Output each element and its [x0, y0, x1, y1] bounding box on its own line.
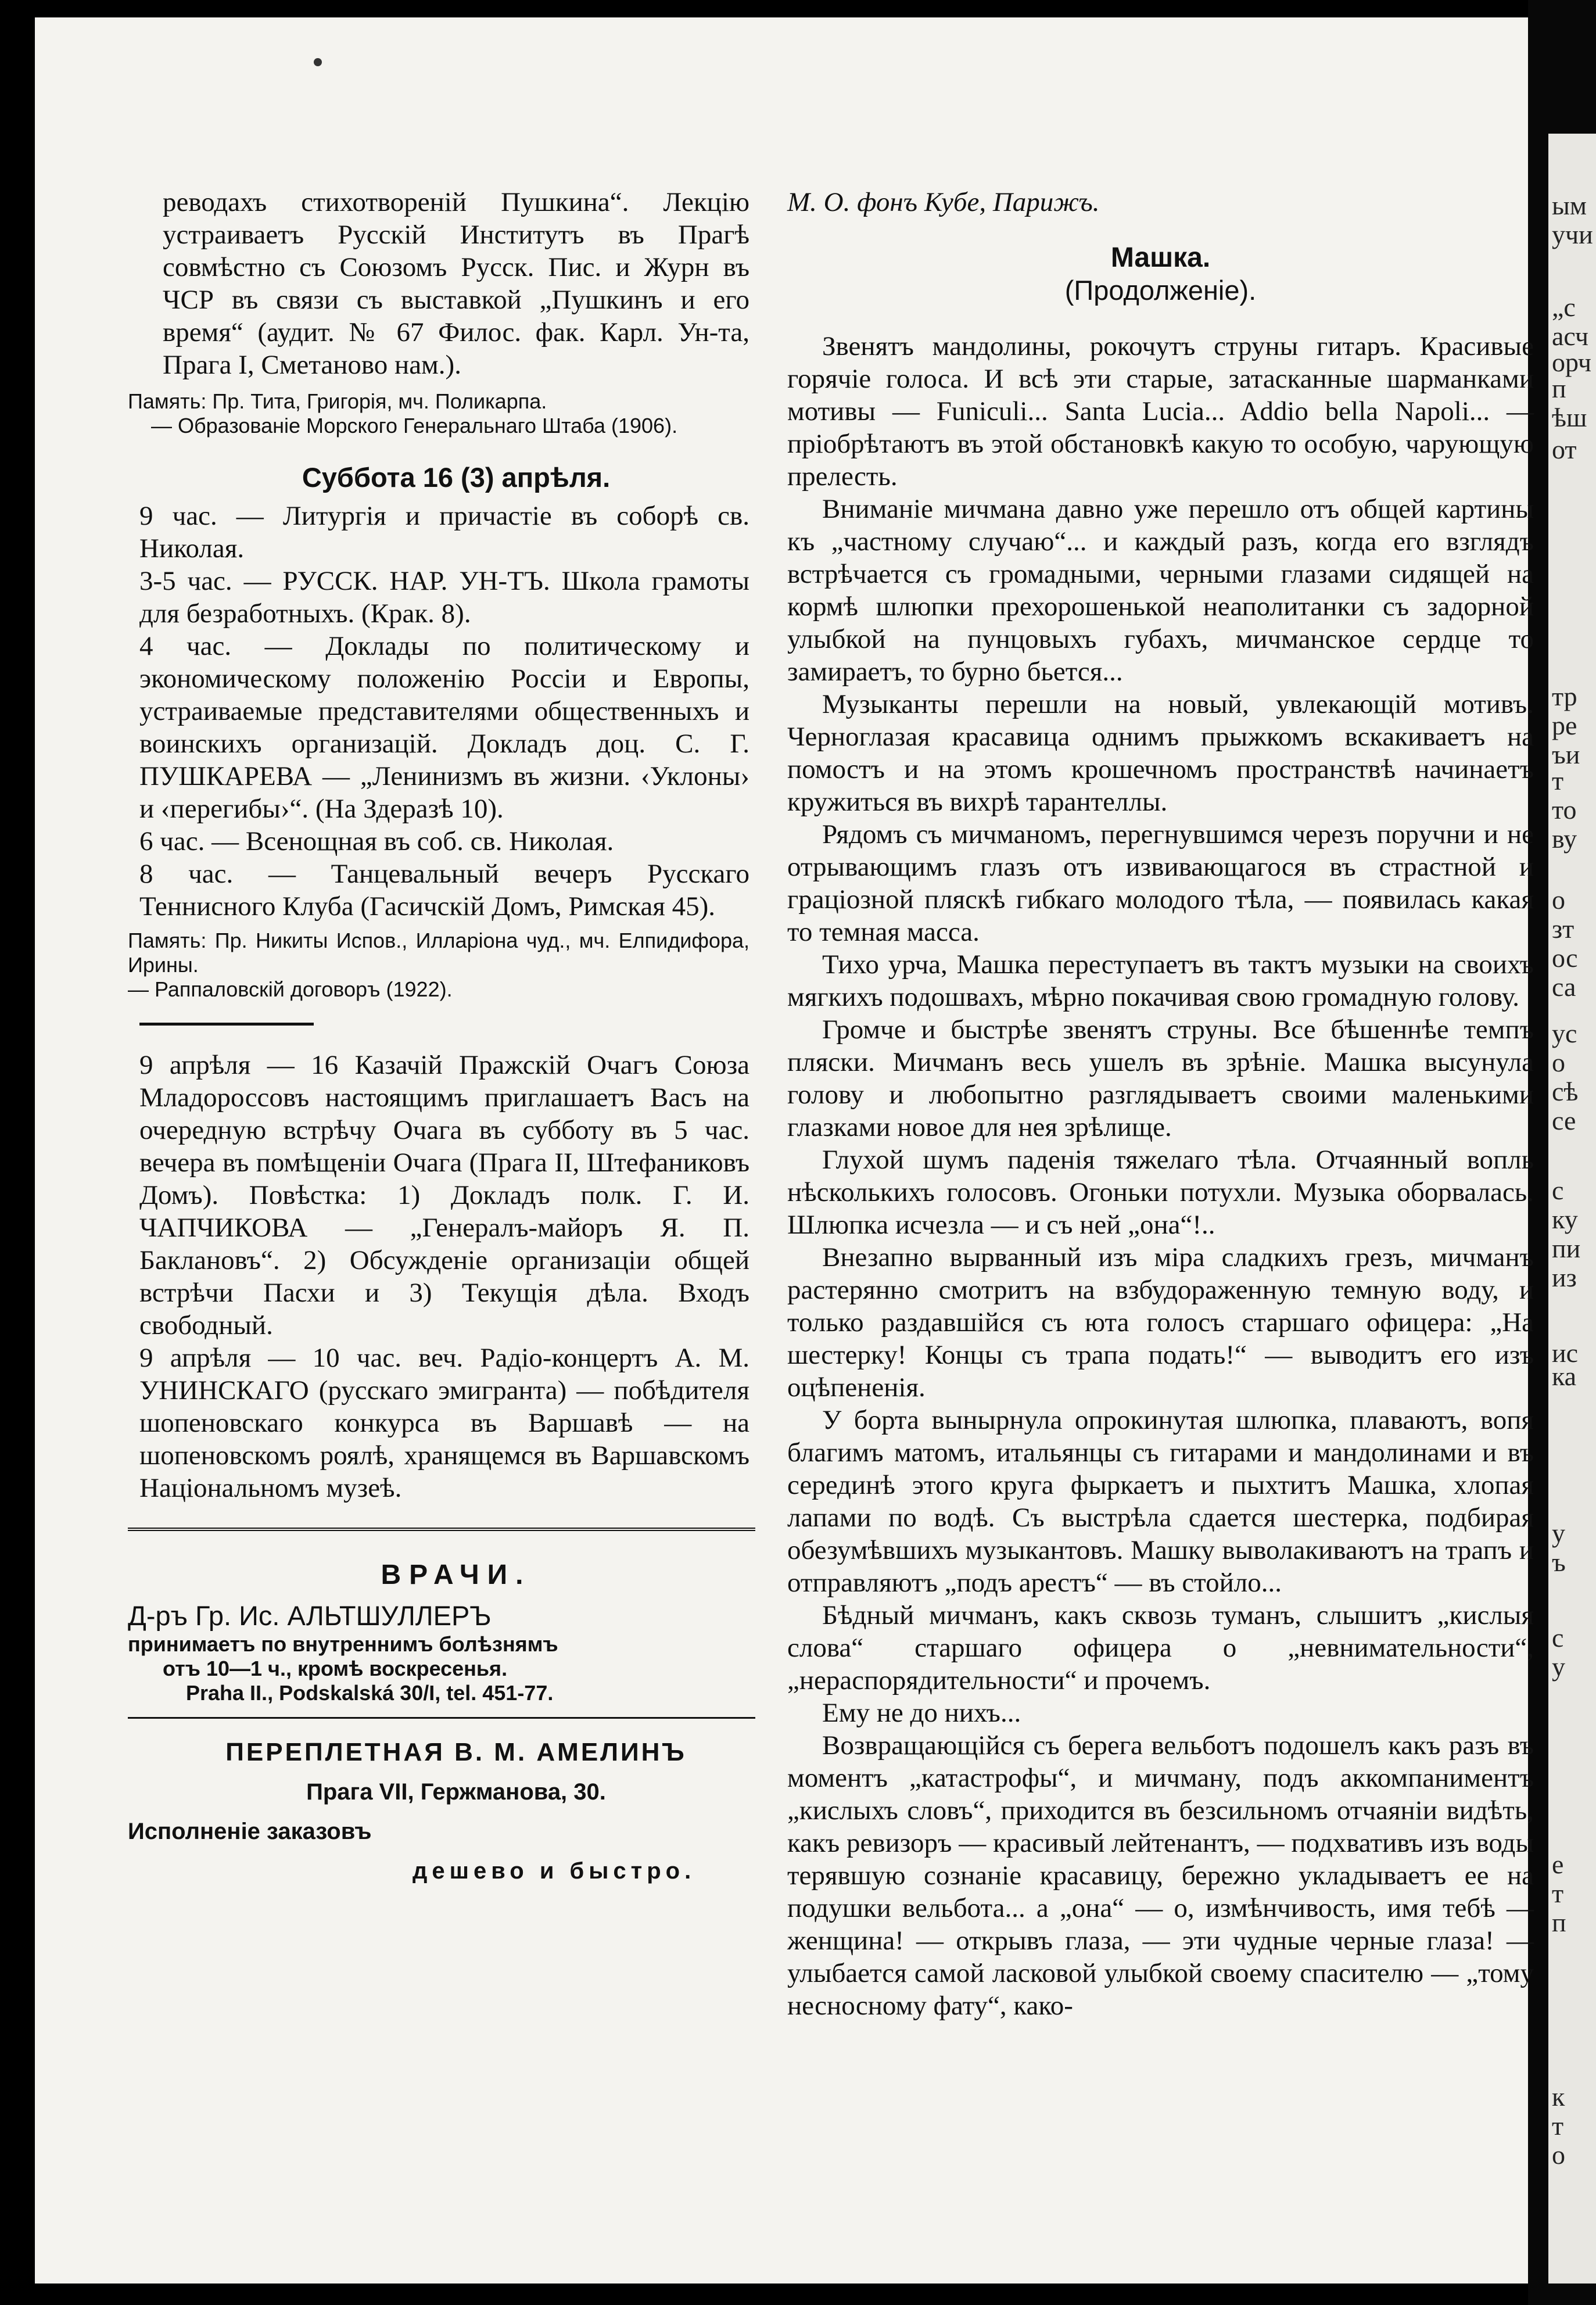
notice-item: 9 апрѣля — 16 Казачій Пражскій Очагъ Союза Младороссовъ настоящимъ приглашаетъ Васъ на очередную встрѣчу Очага въ субботу въ 5 час. вечера въ помѣщеніи Очага (Прага II, Штефаниковъ Домъ). Повѣстка: 1) Докладъ полк. Г. И. ЧАПЧИКОВА — „Генералъ-майоръ Я. П. Баклановъ“. 2) Обсужденіе организаціи общей встрѣчи Пасхи и 3) Текущія дѣла. Входъ свободный.: [139, 1050, 749, 1340]
edge-text-fragment: из: [1552, 1263, 1577, 1292]
edge-text-fragment: п: [1552, 1908, 1566, 1937]
ink-dot: [314, 58, 322, 66]
story-title: Машка.: [1110, 242, 1211, 273]
story-paragraph: Бѣдный мичманъ, какъ сквозь туманъ, слышитъ „кислыя слова“ старшаго офицера о „невнимательности“, „нераспорядительности“ и прочемъ.: [787, 1600, 1534, 1695]
edge-text-fragment: зт: [1552, 914, 1575, 944]
lecture-continuation: реводахъ стихотвореній Пушкина“. Лекцію устраиваетъ Русскій Институтъ въ Прагѣ совмѣстно съ Союзомъ Русск. Пис. и Журн въ ЧСР въ связи съ выставкой „Пушкинъ и его время“ (аудит. № 67 Филос. фак. Карл. Ун-та, Прага I, Сметаново нам.).: [163, 187, 749, 380]
edge-text-fragment: т: [1552, 2111, 1564, 2141]
edge-text-fragment: ка: [1552, 1361, 1577, 1391]
edge-text-fragment: ву: [1552, 824, 1577, 854]
memory-note: — Раппаловскій договоръ (1922).: [128, 977, 453, 1001]
doctor-address: Praha II., Podskalská 30/I, tel. 451-77.: [186, 1681, 554, 1705]
next-page-edge: [1548, 134, 1596, 2284]
event-item: 8 час. — Танцевальный вечеръ Русскаго Теннисного Клуба (Гасичскій Домъ, Римская 45).: [139, 859, 749, 922]
event-item: 6 час. — Всенощная въ соб. св. Николая.: [139, 826, 614, 856]
edge-text-fragment: се: [1552, 1106, 1576, 1135]
edge-text-fragment: пи: [1552, 1234, 1581, 1263]
memory-note: Память: Пр. Тита, Григорія, мч. Поликарпа.: [128, 389, 547, 413]
edge-text-fragment: то: [1552, 795, 1577, 825]
edge-text-fragment: у: [1552, 1652, 1565, 1682]
edge-text-fragment: асч: [1552, 321, 1589, 351]
byline: М. О. фонъ Кубе, Парижъ.: [787, 187, 1100, 217]
bindery-line: Исполненіе заказовъ: [128, 1819, 372, 1844]
ad-divider: [128, 1528, 755, 1536]
doctors-heading: ВРАЧИ.: [381, 1560, 532, 1590]
edge-text-fragment: с: [1552, 1175, 1564, 1205]
edge-text-fragment: ос: [1552, 943, 1578, 973]
edge-text-fragment: о: [1552, 1048, 1565, 1077]
doctor-hours: принимаетъ по внутреннимъ болѣзнямъ: [128, 1632, 558, 1656]
edge-text-fragment: ку: [1552, 1205, 1578, 1234]
memory-note: Память: Пр. Никиты Испов., Илларіона чуд., мч. Елпидифора, Ирины.: [128, 929, 749, 977]
story-paragraph: Рядомъ съ мичманомъ, перегнувшимся черезъ поручни и не отрывающимъ глазъ отъ извивающагося въ страстной и граціозной пляскѣ гибкаго молодого тѣла, — появилась какая то темная масса.: [787, 819, 1534, 947]
bindery-line: дешево и быстро.: [413, 1858, 696, 1884]
edge-text-fragment: ѣш: [1552, 403, 1587, 432]
story-paragraph: Громче и быстрѣе звенятъ струны. Все бѣшеннѣе темпъ пляски. Мичманъ весь ушелъ въ зрѣніе. Машка высунула голову и любопытно разглядываетъ своими маленькими глазками новое для нея зрѣлище.: [787, 1015, 1534, 1142]
edge-text-fragment: к: [1552, 2082, 1565, 2112]
right-column: [787, 186, 1534, 2022]
event-item: 3-5 час. — РУСCК. НАР. УН-ТЪ. Школа грамоты для безработныхъ. (Крак. 8).: [139, 566, 749, 629]
doctor-name: Д-ръ Гр. Ис. АЛЬТШУЛЛЕРЪ: [128, 1600, 492, 1631]
edge-text-fragment: от: [1552, 435, 1577, 464]
saturday-heading: Суббота 16 (3) апрѣля.: [302, 462, 611, 493]
edge-text-fragment: ус: [1552, 1019, 1577, 1048]
edge-text-fragment: у: [1552, 1518, 1565, 1548]
event-item: 9 час. — Литургія и причастіе въ соборѣ св. Николая.: [139, 501, 749, 564]
edge-text-fragment: тр: [1552, 682, 1577, 711]
story-paragraph: Музыканты перешли на новый, увлекающій мотивъ. Черноглазая красавица однимъ прыжкомъ вскакиваетъ на помостъ и на этомъ крошечномъ пространствѣ начинаетъ кружиться въ вихрѣ тарантеллы.: [787, 689, 1534, 817]
edge-text-fragment: ым: [1552, 191, 1587, 220]
story-subtitle: (Продолженіе).: [1064, 275, 1257, 306]
edge-text-fragment: ъ: [1552, 1547, 1566, 1577]
edge-text-fragment: ре: [1552, 711, 1577, 740]
edge-text-fragment: т: [1552, 1879, 1564, 1908]
edge-text-fragment: п: [1552, 374, 1566, 403]
edge-text-fragment: ъи: [1552, 740, 1580, 769]
edge-text-fragment: учи: [1552, 220, 1593, 249]
story-paragraph: Глухой шумъ паденія тяжелаго тѣла. Отчаянный вопль нѣсколькихъ голосовъ. Огоньки потухли. Музыка оборвалась. Шлюпка исчезла — и съ ней „она“!..: [787, 1145, 1534, 1240]
bindery-heading: ПЕРЕПЛЕТНАЯ В. М. АМЕЛИНЪ: [225, 1738, 687, 1766]
edge-text-fragment: сѣ: [1552, 1077, 1579, 1106]
story-paragraph: Ему не до нихъ...: [822, 1698, 1021, 1728]
notice-item: 9 апрѣля — 10 час. веч. Радіо-концертъ А. М. УНИНСКАГО (русскаго эмигранта) — побѣдителя шопеновскаго конкурса въ Варшавѣ — на шопеновскомъ роялѣ, хранящемся въ Варшавскомъ Національномъ музеѣ.: [139, 1343, 749, 1503]
edge-text-fragment: „с: [1552, 292, 1576, 322]
edge-text-fragment: е: [1552, 1849, 1564, 1879]
bindery-address: Прага VII, Гержманова, 30.: [306, 1779, 606, 1805]
edge-text-fragment: с: [1552, 1623, 1564, 1652]
story-paragraph: Внезапно вырванный изъ міра сладкихъ грезъ, мичманъ растерянно смотритъ на взбудораженную темную воду, и только раздавшійся съ юта голосъ старшаго офицера: „На шестерку! Концы съ трапа подать!“ — выводитъ его изъ оцѣпененія.: [787, 1242, 1534, 1403]
edge-text-fragment: ис: [1552, 1338, 1579, 1368]
story-paragraph: Звенятъ мандолины, рокочутъ струны гитаръ. Красивые горячіе голоса. И всѣ эти старые, затасканные шарманками мотивы — Funiculi... Santa Lucia... Addio bella Napoli... — пріобрѣтаютъ въ этой обстановкѣ какую то особую, чарующую прелесть.: [787, 331, 1534, 492]
story-paragraph: У борта вынырнула опрокинутая шлюпка, плаваютъ, вопя благимъ матомъ, итальянцы съ гитарами и мандолинами и въ серединѣ этого круга фыркаетъ и пыхтитъ Машка, хлопая лапами по водѣ. Съ выстрѣла сдается шестерка, подбирая обезумѣвшихъ музыкантовъ. Машку выволакиваютъ на трапъ и отправляютъ „подъ арестъ“ — въ стойло...: [787, 1405, 1534, 1598]
story-paragraph: Тихо урча, Машка переступаетъ въ тактъ музыки на своихъ мягкихъ подошвахъ, мѣрно покачивая свою громадную голову.: [787, 949, 1534, 1012]
edge-text-fragment: орч: [1552, 347, 1591, 377]
edge-text-fragment: о: [1552, 2140, 1565, 2170]
left-column: [128, 186, 749, 1887]
story-paragraph: Возвращающійся съ берега вельботъ подошелъ какъ разъ въ моментъ „катастрофы“, и мичману, подъ аккомпаниментъ „кислыхъ словъ“, приходится въ безсильномъ отчаяніи видѣть, какъ ревизоръ — красивый лейтенантъ, — подхвативъ изъ воды терявшую сознаніе красавицу, бережно укладываетъ ее на подушки вельбота... а „она“ — о, измѣнчивость, имя тебѣ — женщина! — открывъ глаза, — эти чудные черные глаза! — улыбается самой ласковой улыбкой своему спасителю — „тому несносному фату“, како-: [787, 1730, 1534, 2021]
memory-note: — Образованіе Морского Генеральнаго Штаба (1906).: [151, 414, 678, 438]
doctor-hours: отъ 10—1 ч., кромѣ воскресенья.: [163, 1657, 508, 1680]
story-paragraph: Вниманіе мичмана давно уже перешло отъ общей картины къ „частному случаю“... и каждый разъ, когда его взглядъ встрѣчается съ громадными, черными глазами сидящей на кормѣ шлюпки прехорошенькой неаполитанки съ задорной улыбкой на пунцовыхъ губахъ, мичманское сердце то замираетъ, то бурно бьется...: [787, 494, 1534, 687]
edge-text-fragment: т: [1552, 766, 1564, 795]
edge-text-fragment: са: [1552, 972, 1576, 1002]
event-item: 4 час. — Доклады по политическому и экономическому положенію Россіи и Европы, устраиваемые представителями общественныхъ и воинскихъ организацій. Докладъ доц. С. Г. ПУШКАРЕВА — „Ленинизмъ въ жизни. ‹Уклоны› и ‹перегибы›“. (На Здеразѣ 10).: [139, 631, 749, 824]
edge-text-fragment: о: [1552, 885, 1565, 915]
